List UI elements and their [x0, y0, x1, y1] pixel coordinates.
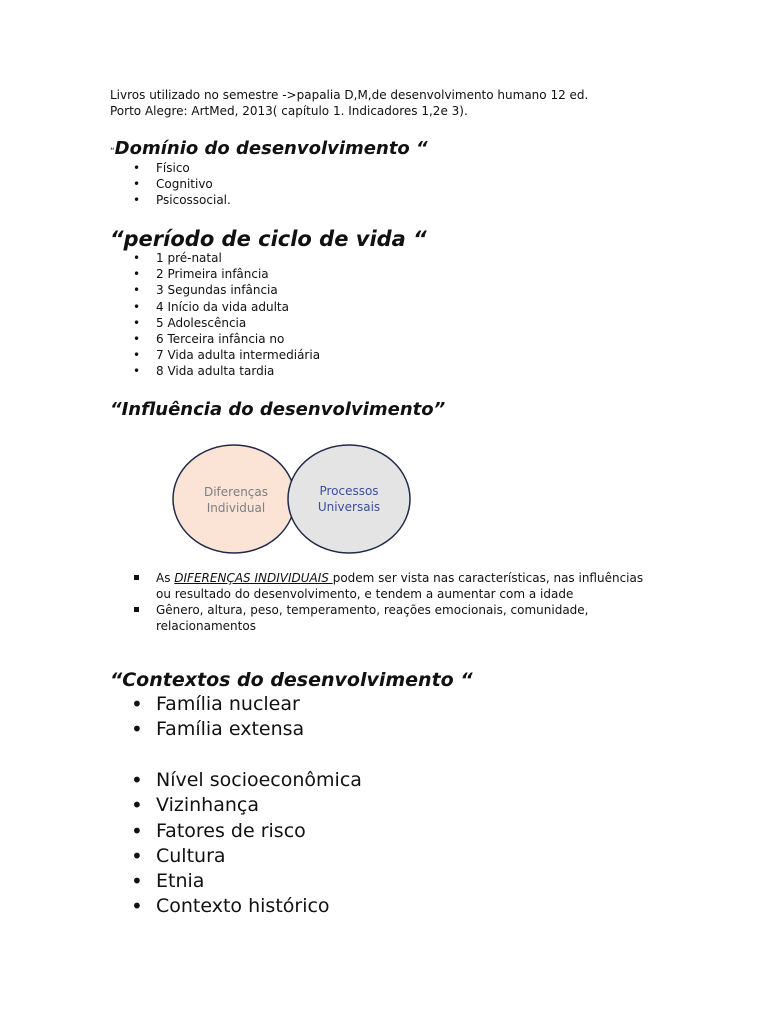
heading-periodo: “período de ciclo de vida “: [110, 227, 427, 251]
heading-dominio-open-quote: “: [110, 147, 115, 157]
bullet1-underlined: DIFERENÇAS INDIVIDUAIS: [174, 571, 333, 585]
list-item: • 2 Primeira infância: [156, 266, 320, 282]
venn-left-label-2: Individual: [206, 501, 266, 515]
list-item: • Vizinhança: [156, 793, 362, 818]
list-item: • Nível socioeconômica: [156, 768, 362, 793]
list-item: • Fatores de risco: [156, 819, 362, 844]
dominio-list: [156, 160, 231, 209]
influencia-list: [156, 570, 656, 634]
contextos-list-1: [156, 692, 304, 743]
heading-dominio-text: Domínio do desenvolvimento “: [114, 138, 428, 159]
list-item: • 5 Adolescência: [156, 315, 320, 331]
venn-left-label-1: Diferenças: [203, 485, 269, 499]
list-item: [156, 570, 656, 602]
list-item: • 7 Vida adulta intermediária: [156, 347, 320, 363]
list-item: • Cognitivo: [156, 176, 231, 192]
venn-circle-right: [288, 445, 410, 553]
list-item: Gênero, altura, peso, temperamento, reações emocionais, comunidade, relacionamentos: [156, 602, 656, 634]
venn-right-label-1: Processos: [319, 484, 379, 498]
heading-influencia: “Influência do desenvolvimento”: [110, 399, 446, 420]
venn-diagram: [170, 440, 420, 564]
venn-right-label-2: Universais: [317, 500, 381, 514]
list-item: • 8 Vida adulta tardia: [156, 363, 320, 379]
list-item: • 4 Início da vida adulta: [156, 299, 320, 315]
list-item: • 1 pré-natal: [156, 250, 320, 266]
list-item: • Psicossocial.: [156, 192, 231, 208]
bullet1-rest: podem ser vista nas características, nas influências ou resultado do desenvolvimento, e tendem a aumentar com a idade: [156, 571, 644, 601]
intro-line-1: Livros utilizado no semestre ->papalia D,M,de desenvolvimento humano 12 ed.: [110, 88, 589, 102]
list-item: • Físico: [156, 160, 231, 176]
intro-text: [110, 87, 588, 119]
list-item: • Cultura: [156, 844, 362, 869]
venn-circle-left: [173, 445, 295, 553]
list-item: • 6 Terceira infância no: [156, 331, 320, 347]
list-item: • Família extensa: [156, 717, 304, 742]
venn-svg: [170, 440, 420, 560]
list-item: • Etnia: [156, 869, 362, 894]
contextos-list-2: [156, 768, 362, 920]
list-item: • Contexto histórico: [156, 894, 362, 919]
list-item: • Família nuclear: [156, 692, 304, 717]
bullet1-prefix: As: [156, 571, 175, 585]
heading-contextos: “Contextos do desenvolvimento “: [110, 669, 473, 691]
intro-line-2: Porto Alegre: ArtMed, 2013( capítulo 1. Indicadores 1,2e 3).: [110, 104, 468, 118]
list-item: • 3 Segundas infância: [156, 282, 320, 298]
periodo-list: [156, 250, 320, 380]
